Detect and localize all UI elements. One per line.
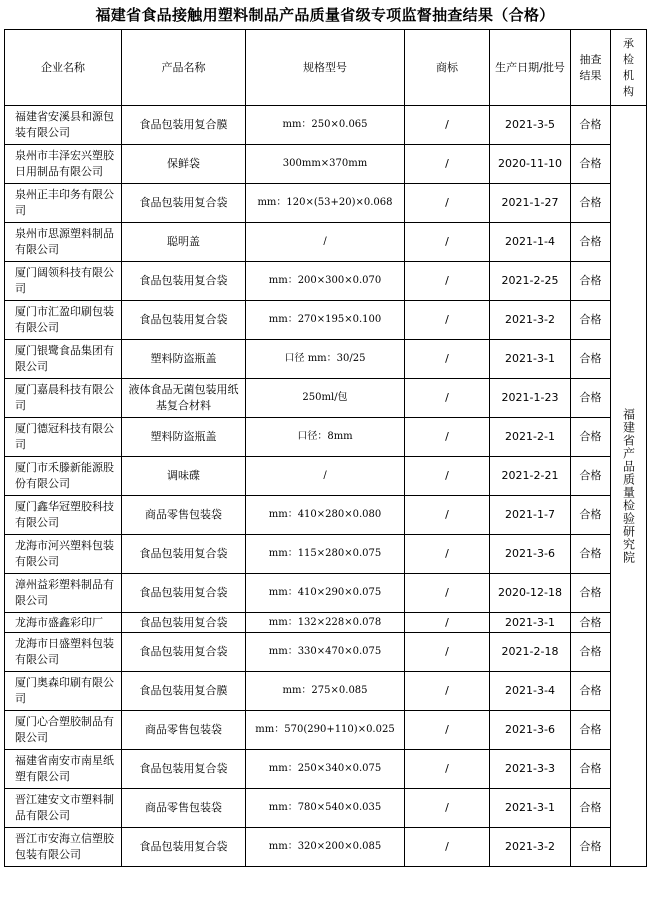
date-cell: 2021-2-1 bbox=[490, 418, 571, 457]
brand-cell: / bbox=[405, 379, 490, 418]
brand-cell: / bbox=[405, 340, 490, 379]
product-cell: 塑料防盗瓶盖 bbox=[122, 418, 246, 457]
brand-cell: / bbox=[405, 574, 490, 613]
company-cell: 龙海市河兴塑料包装有限公司 bbox=[5, 535, 122, 574]
spec-cell: mm：120×(53+20)×0.068 bbox=[246, 184, 405, 223]
spec-cell: 250ml/包 bbox=[246, 379, 405, 418]
company-cell: 晋江建安文市塑料制品有限公司 bbox=[5, 789, 122, 828]
header-company: 企业名称 bbox=[5, 30, 122, 106]
company-cell: 厦门德冠科技有限公司 bbox=[5, 418, 122, 457]
result-cell: 合格 bbox=[571, 535, 611, 574]
table-row bbox=[5, 496, 647, 535]
result-cell: 合格 bbox=[571, 496, 611, 535]
brand-cell: / bbox=[405, 262, 490, 301]
company-cell: 厦门嘉晨科技有限公司 bbox=[5, 379, 122, 418]
page-title: 福建省食品接触用塑料制品产品质量省级专项监督抽查结果（合格） bbox=[95, 6, 555, 24]
result-cell: 合格 bbox=[571, 262, 611, 301]
table-row bbox=[5, 145, 647, 184]
spec-cell: mm：270×195×0.100 bbox=[246, 301, 405, 340]
company-cell: 龙海市日盛塑料包装有限公司 bbox=[5, 633, 122, 672]
brand-cell: / bbox=[405, 145, 490, 184]
result-cell: 合格 bbox=[571, 711, 611, 750]
brand-cell: / bbox=[405, 457, 490, 496]
table-row bbox=[5, 828, 647, 867]
product-cell: 调味碟 bbox=[122, 457, 246, 496]
spec-cell: mm：250×0.065 bbox=[246, 106, 405, 145]
spec-cell: mm：275×0.085 bbox=[246, 672, 405, 711]
result-cell: 合格 bbox=[571, 223, 611, 262]
product-cell: 液体食品无菌包装用纸基复合材料 bbox=[122, 379, 246, 418]
result-cell: 合格 bbox=[571, 750, 611, 789]
brand-cell: / bbox=[405, 184, 490, 223]
company-cell: 厦门市汇盈印刷包装有限公司 bbox=[5, 301, 122, 340]
spec-cell: mm：132×228×0.078 bbox=[246, 613, 405, 633]
brand-cell: / bbox=[405, 828, 490, 867]
result-cell: 合格 bbox=[571, 379, 611, 418]
product-cell: 商品零售包装袋 bbox=[122, 711, 246, 750]
date-cell: 2021-3-1 bbox=[490, 789, 571, 828]
table-body bbox=[5, 106, 647, 867]
product-cell: 塑料防盗瓶盖 bbox=[122, 340, 246, 379]
results-table bbox=[4, 29, 647, 867]
date-cell: 2020-11-10 bbox=[490, 145, 571, 184]
date-cell: 2021-2-25 bbox=[490, 262, 571, 301]
spec-cell: / bbox=[246, 223, 405, 262]
table-row bbox=[5, 301, 647, 340]
company-cell: 厦门银鹭食品集团有限公司 bbox=[5, 340, 122, 379]
company-cell: 福建省安溪县和源包装有限公司 bbox=[5, 106, 122, 145]
company-cell: 泉州市丰泽宏兴塑胶日用制品有限公司 bbox=[5, 145, 122, 184]
result-cell: 合格 bbox=[571, 418, 611, 457]
date-cell: 2021-3-2 bbox=[490, 828, 571, 867]
result-cell: 合格 bbox=[571, 633, 611, 672]
table-row bbox=[5, 457, 647, 496]
table-row bbox=[5, 789, 647, 828]
brand-cell: / bbox=[405, 711, 490, 750]
date-cell: 2021-3-2 bbox=[490, 301, 571, 340]
company-cell: 福建省南安市南星纸塑有限公司 bbox=[5, 750, 122, 789]
table-row bbox=[5, 262, 647, 301]
table-row bbox=[5, 633, 647, 672]
product-cell: 食品包装用复合袋 bbox=[122, 262, 246, 301]
result-cell: 合格 bbox=[571, 574, 611, 613]
company-cell: 厦门阔领科技有限公司 bbox=[5, 262, 122, 301]
date-cell: 2021-3-1 bbox=[490, 340, 571, 379]
table-row bbox=[5, 340, 647, 379]
product-cell: 食品包装用复合袋 bbox=[122, 633, 246, 672]
date-cell: 2021-3-1 bbox=[490, 613, 571, 633]
header-brand: 商标 bbox=[405, 30, 490, 106]
date-cell: 2021-3-6 bbox=[490, 535, 571, 574]
date-cell: 2021-2-21 bbox=[490, 457, 571, 496]
brand-cell: / bbox=[405, 672, 490, 711]
product-cell: 食品包装用复合袋 bbox=[122, 613, 246, 633]
brand-cell: / bbox=[405, 633, 490, 672]
spec-cell: mm：780×540×0.035 bbox=[246, 789, 405, 828]
spec-cell: mm：320×200×0.085 bbox=[246, 828, 405, 867]
spec-cell: mm：250×340×0.075 bbox=[246, 750, 405, 789]
spec-cell: / bbox=[246, 457, 405, 496]
spec-cell: mm：115×280×0.075 bbox=[246, 535, 405, 574]
table-row bbox=[5, 184, 647, 223]
result-cell: 合格 bbox=[571, 613, 611, 633]
header-spec: 规格型号 bbox=[246, 30, 405, 106]
result-cell: 合格 bbox=[571, 145, 611, 184]
brand-cell: / bbox=[405, 613, 490, 633]
spec-cell: mm：330×470×0.075 bbox=[246, 633, 405, 672]
result-cell: 合格 bbox=[571, 340, 611, 379]
inspection-org-cell: 福建省产品质量检验研究院 bbox=[611, 106, 647, 867]
result-cell: 合格 bbox=[571, 672, 611, 711]
company-cell: 厦门鑫华冠塑胶科技有限公司 bbox=[5, 496, 122, 535]
company-cell: 泉州正丰印务有限公司 bbox=[5, 184, 122, 223]
company-cell: 厦门奥森印刷有限公司 bbox=[5, 672, 122, 711]
spec-cell: 口径 mm：30/25 bbox=[246, 340, 405, 379]
brand-cell: / bbox=[405, 535, 490, 574]
result-cell: 合格 bbox=[571, 184, 611, 223]
table-header-row bbox=[5, 30, 647, 106]
date-cell: 2021-1-4 bbox=[490, 223, 571, 262]
company-cell: 泉州市思源塑料制品有限公司 bbox=[5, 223, 122, 262]
date-cell: 2021-1-27 bbox=[490, 184, 571, 223]
date-cell: 2021-2-18 bbox=[490, 633, 571, 672]
brand-cell: / bbox=[405, 106, 490, 145]
date-cell: 2021-3-4 bbox=[490, 672, 571, 711]
table-row bbox=[5, 379, 647, 418]
table-row bbox=[5, 711, 647, 750]
date-cell: 2021-3-5 bbox=[490, 106, 571, 145]
header-org: 承检机构 bbox=[611, 30, 647, 106]
brand-cell: / bbox=[405, 496, 490, 535]
date-cell: 2021-3-6 bbox=[490, 711, 571, 750]
company-cell: 厦门心合塑胶制品有限公司 bbox=[5, 711, 122, 750]
product-cell: 食品包装用复合袋 bbox=[122, 574, 246, 613]
product-cell: 食品包装用复合袋 bbox=[122, 301, 246, 340]
product-cell: 食品包装用复合膜 bbox=[122, 672, 246, 711]
product-cell: 食品包装用复合袋 bbox=[122, 750, 246, 789]
table-row bbox=[5, 535, 647, 574]
company-cell: 龙海市盛鑫彩印厂 bbox=[5, 613, 122, 633]
product-cell: 食品包装用复合袋 bbox=[122, 828, 246, 867]
date-cell: 2021-1-7 bbox=[490, 496, 571, 535]
spec-cell: mm：200×300×0.070 bbox=[246, 262, 405, 301]
table-row bbox=[5, 223, 647, 262]
date-cell: 2021-3-3 bbox=[490, 750, 571, 789]
table-row bbox=[5, 418, 647, 457]
brand-cell: / bbox=[405, 789, 490, 828]
product-cell: 商品零售包装袋 bbox=[122, 789, 246, 828]
spec-cell: mm：570(290+110)×0.025 bbox=[246, 711, 405, 750]
result-cell: 合格 bbox=[571, 301, 611, 340]
product-cell: 食品包装用复合袋 bbox=[122, 184, 246, 223]
date-cell: 2021-1-23 bbox=[490, 379, 571, 418]
table-row bbox=[5, 574, 647, 613]
spec-cell: mm：410×280×0.080 bbox=[246, 496, 405, 535]
company-cell: 厦门市禾滕新能源股份有限公司 bbox=[5, 457, 122, 496]
table-row bbox=[5, 106, 647, 145]
brand-cell: / bbox=[405, 418, 490, 457]
product-cell: 商品零售包装袋 bbox=[122, 496, 246, 535]
header-result: 抽查结果 bbox=[571, 30, 611, 106]
spec-cell: mm：410×290×0.075 bbox=[246, 574, 405, 613]
header-date: 生产日期/批号 bbox=[490, 30, 571, 106]
product-cell: 保鲜袋 bbox=[122, 145, 246, 184]
brand-cell: / bbox=[405, 750, 490, 789]
product-cell: 聪明盖 bbox=[122, 223, 246, 262]
company-cell: 晋江市安海立信塑胶包装有限公司 bbox=[5, 828, 122, 867]
product-cell: 食品包装用复合膜 bbox=[122, 106, 246, 145]
result-cell: 合格 bbox=[571, 457, 611, 496]
product-cell: 食品包装用复合袋 bbox=[122, 535, 246, 574]
table-row bbox=[5, 672, 647, 711]
result-cell: 合格 bbox=[571, 828, 611, 867]
result-cell: 合格 bbox=[571, 106, 611, 145]
table-row bbox=[5, 613, 647, 633]
result-cell: 合格 bbox=[571, 789, 611, 828]
brand-cell: / bbox=[405, 301, 490, 340]
date-cell: 2020-12-18 bbox=[490, 574, 571, 613]
table-row bbox=[5, 750, 647, 789]
spec-cell: 300mm×370mm bbox=[246, 145, 405, 184]
spec-cell: 口径：8mm bbox=[246, 418, 405, 457]
brand-cell: / bbox=[405, 223, 490, 262]
company-cell: 漳州益彩塑料制品有限公司 bbox=[5, 574, 122, 613]
header-product: 产品名称 bbox=[122, 30, 246, 106]
